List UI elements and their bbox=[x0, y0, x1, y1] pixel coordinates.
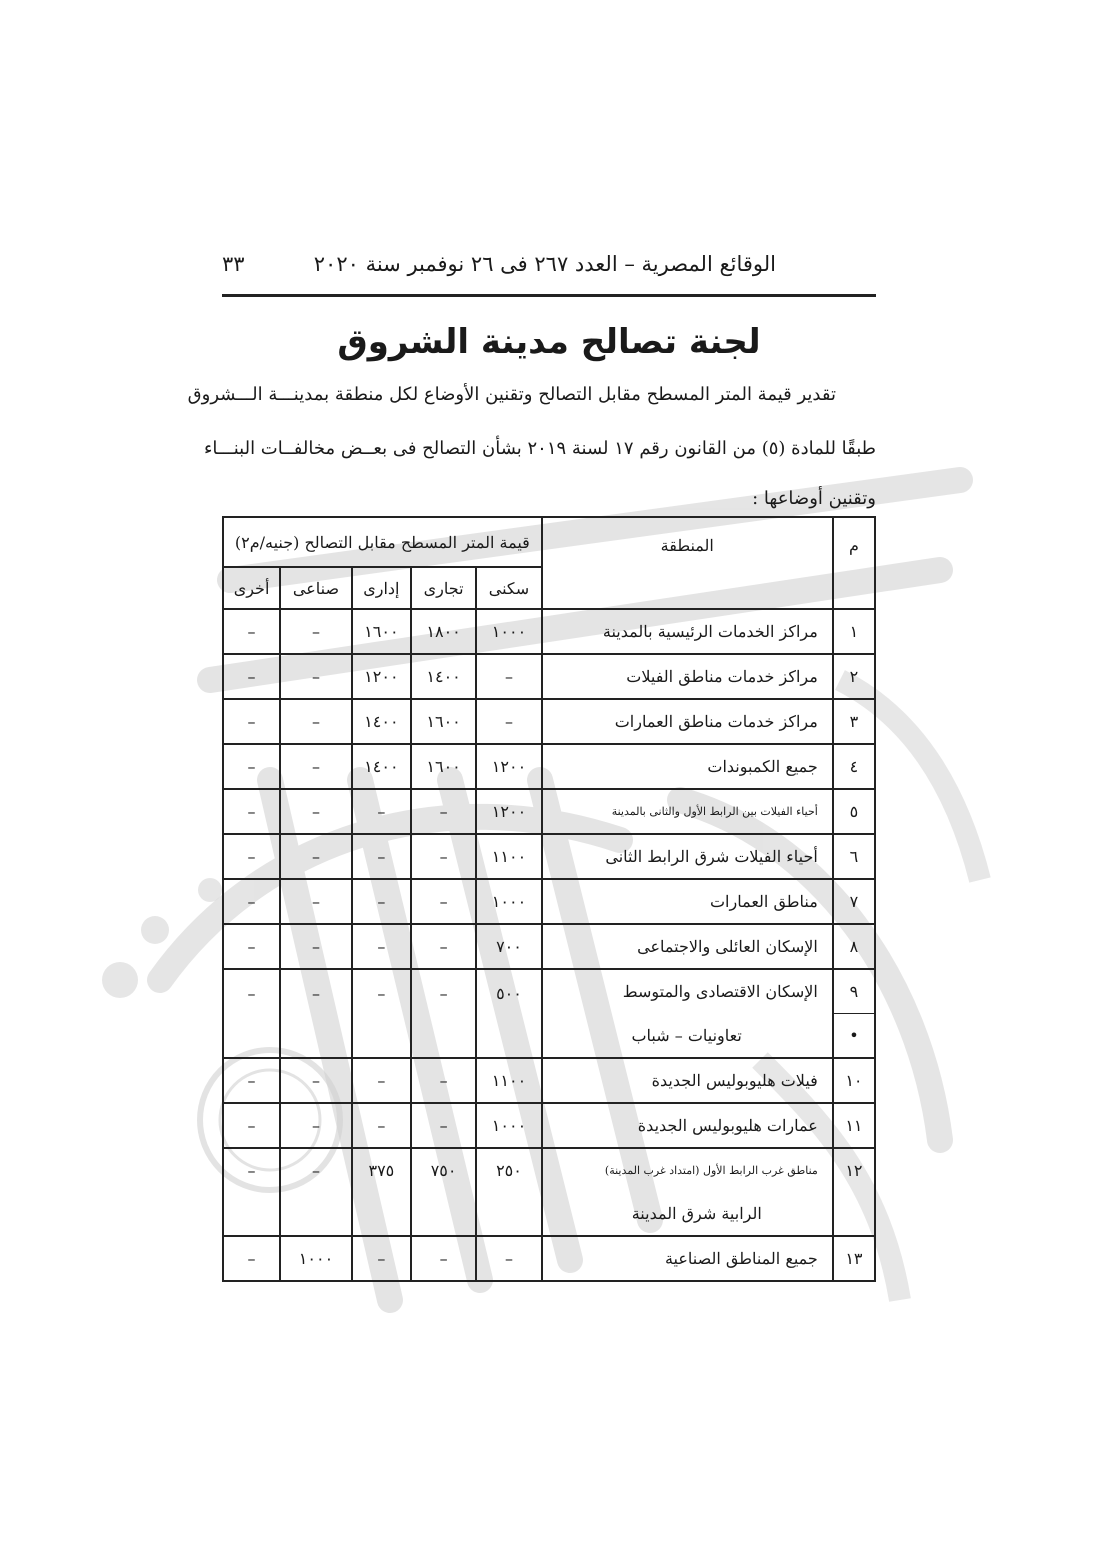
row-num: ٨ bbox=[833, 924, 875, 969]
row-industrial: – bbox=[280, 744, 352, 789]
row-num: ٢ bbox=[833, 654, 875, 699]
row-other: – bbox=[223, 834, 280, 879]
header-commercial: تجارى bbox=[411, 567, 476, 609]
page-header bbox=[222, 252, 876, 282]
table-row bbox=[223, 879, 875, 924]
header-industrial: صناعى bbox=[280, 567, 352, 609]
row-commercial: – bbox=[411, 834, 476, 879]
row-other: – bbox=[223, 609, 280, 654]
gazette-issue-line: الوقائع المصرية – العدد ٢٦٧ فى ٢٦ نوفمبر سنة ٢٠٢٠ bbox=[313, 252, 776, 276]
header-num: م bbox=[833, 517, 875, 609]
row-zone: مراكز خدمات مناطق العمارات bbox=[542, 699, 833, 744]
row-administrative: – bbox=[352, 924, 411, 969]
page-number: ٣٣ bbox=[222, 252, 245, 276]
row-industrial: – bbox=[280, 654, 352, 699]
row-num: ٤ bbox=[833, 744, 875, 789]
row-residential: ٢٥٠ bbox=[476, 1148, 541, 1236]
row-industrial: – bbox=[280, 834, 352, 879]
row-zone-continuation: الرابية شرق المدينة bbox=[542, 1192, 833, 1236]
row-num: ٥ bbox=[833, 789, 875, 834]
row-zone: مراكز الخدمات الرئيسية بالمدينة bbox=[542, 609, 833, 654]
row-other: – bbox=[223, 1148, 280, 1236]
table-row bbox=[223, 1236, 875, 1281]
row-zone: جميع الكمبوندات bbox=[542, 744, 833, 789]
row-zone: أحياء الفيلات شرق الرابط الثانى bbox=[542, 834, 833, 879]
row-zone: مناطق غرب الرابط الأول (امتداد غرب المدينة) bbox=[542, 1148, 833, 1192]
page-title: لجنة تصالح مدينة الشروق bbox=[337, 322, 761, 362]
row-other: – bbox=[223, 1236, 280, 1281]
row-administrative: – bbox=[352, 1058, 411, 1103]
table-row bbox=[223, 924, 875, 969]
header-divider bbox=[222, 294, 876, 297]
row-administrative: – bbox=[352, 879, 411, 924]
row-administrative: ٣٧٥ bbox=[352, 1148, 411, 1236]
row-other: – bbox=[223, 789, 280, 834]
table-row bbox=[223, 1103, 875, 1148]
row-other: – bbox=[223, 879, 280, 924]
row-zone-continuation: تعاونيات – شباب bbox=[542, 1014, 833, 1059]
row-residential: ١١٠٠ bbox=[476, 1058, 541, 1103]
row-commercial: ١٤٠٠ bbox=[411, 654, 476, 699]
row-commercial: – bbox=[411, 1236, 476, 1281]
row-num: ١٠ bbox=[833, 1058, 875, 1103]
row-administrative: ١٢٠٠ bbox=[352, 654, 411, 699]
row-administrative: – bbox=[352, 834, 411, 879]
row-bullet: • bbox=[833, 1014, 875, 1059]
row-industrial: ١٠٠٠ bbox=[280, 1236, 352, 1281]
table-row bbox=[223, 834, 875, 879]
row-zone: عمارات هليوبوليس الجديدة bbox=[542, 1103, 833, 1148]
row-residential: – bbox=[476, 1236, 541, 1281]
row-num: ١٢ bbox=[833, 1148, 875, 1236]
row-num: ١ bbox=[833, 609, 875, 654]
row-other: – bbox=[223, 924, 280, 969]
row-other: – bbox=[223, 654, 280, 699]
header-residential: سكنى bbox=[476, 567, 541, 609]
row-industrial: – bbox=[280, 1058, 352, 1103]
table-row bbox=[223, 969, 875, 1014]
row-industrial: – bbox=[280, 1148, 352, 1236]
row-num: ٦ bbox=[833, 834, 875, 879]
row-zone: جميع المناطق الصناعية bbox=[542, 1236, 833, 1281]
row-other: – bbox=[223, 969, 280, 1058]
table-row bbox=[223, 744, 875, 789]
intro-line-1: تقدير قيمة المتر المسطح مقابل التصالح وتقنين الأوضاع لكل منطقة بمدينـــة الـــشروق bbox=[187, 384, 836, 405]
row-residential: ١٠٠٠ bbox=[476, 879, 541, 924]
row-industrial: – bbox=[280, 699, 352, 744]
table-row bbox=[223, 1148, 875, 1192]
row-residential: ١٢٠٠ bbox=[476, 744, 541, 789]
row-industrial: – bbox=[280, 924, 352, 969]
row-residential: ١١٠٠ bbox=[476, 834, 541, 879]
row-num: ٣ bbox=[833, 699, 875, 744]
row-commercial: – bbox=[411, 924, 476, 969]
row-residential: – bbox=[476, 654, 541, 699]
table-row bbox=[223, 654, 875, 699]
row-other: – bbox=[223, 744, 280, 789]
row-residential: ١٢٠٠ bbox=[476, 789, 541, 834]
row-zone: الإسكان العائلى والاجتماعى bbox=[542, 924, 833, 969]
row-other: – bbox=[223, 699, 280, 744]
table-row bbox=[223, 1058, 875, 1103]
header-value-group: قيمة المتر المسطح مقابل التصالح (جنيه/م٢) bbox=[223, 517, 542, 567]
row-other: – bbox=[223, 1058, 280, 1103]
row-administrative: ١٤٠٠ bbox=[352, 699, 411, 744]
header-other: أخرى bbox=[223, 567, 280, 609]
row-commercial: – bbox=[411, 879, 476, 924]
header-zone: المنطقة bbox=[542, 517, 833, 609]
row-zone: مراكز خدمات مناطق الفيلات bbox=[542, 654, 833, 699]
row-other: – bbox=[223, 1103, 280, 1148]
row-commercial: – bbox=[411, 969, 476, 1058]
row-administrative: – bbox=[352, 789, 411, 834]
row-num: ١٣ bbox=[833, 1236, 875, 1281]
row-residential: ١٠٠٠ bbox=[476, 609, 541, 654]
table-row bbox=[223, 789, 875, 834]
row-commercial: ٧٥٠ bbox=[411, 1148, 476, 1236]
row-administrative: – bbox=[352, 1103, 411, 1148]
reconciliation-fees-table bbox=[222, 516, 876, 1282]
row-commercial: – bbox=[411, 1058, 476, 1103]
table-row bbox=[223, 609, 875, 654]
row-commercial: ١٦٠٠ bbox=[411, 744, 476, 789]
row-zone: أحياء الفيلات بين الرابط الأول والثانى بالمدينة bbox=[542, 789, 833, 834]
row-industrial: – bbox=[280, 789, 352, 834]
row-num: ٧ bbox=[833, 879, 875, 924]
row-industrial: – bbox=[280, 1103, 352, 1148]
row-industrial: – bbox=[280, 879, 352, 924]
intro-line-3: وتقنين أوضاعها : bbox=[752, 488, 876, 509]
row-zone: مناطق العمارات bbox=[542, 879, 833, 924]
row-zone: الإسكان الاقتصادى والمتوسط bbox=[542, 969, 833, 1014]
row-industrial: – bbox=[280, 609, 352, 654]
row-administrative: ١٦٠٠ bbox=[352, 609, 411, 654]
row-num: ٩ bbox=[833, 969, 875, 1014]
row-residential: ٥٠٠ bbox=[476, 969, 541, 1058]
row-residential: – bbox=[476, 699, 541, 744]
row-commercial: ١٦٠٠ bbox=[411, 699, 476, 744]
row-commercial: – bbox=[411, 1103, 476, 1148]
row-zone: فيلات هليوبوليس الجديدة bbox=[542, 1058, 833, 1103]
row-residential: ٧٠٠ bbox=[476, 924, 541, 969]
intro-line-2: طبقًا للمادة (٥) من القانون رقم ١٧ لسنة ٢٠١٩ بشأن التصالح فى بعــض مخالفــات البنـــاء bbox=[203, 438, 876, 459]
row-commercial: ١٨٠٠ bbox=[411, 609, 476, 654]
row-industrial: – bbox=[280, 969, 352, 1058]
table-row bbox=[223, 699, 875, 744]
row-residential: ١٠٠٠ bbox=[476, 1103, 541, 1148]
header-administrative: إدارى bbox=[352, 567, 411, 609]
row-administrative: ١٤٠٠ bbox=[352, 744, 411, 789]
row-administrative: – bbox=[352, 969, 411, 1058]
row-administrative: – bbox=[352, 1236, 411, 1281]
row-num: ١١ bbox=[833, 1103, 875, 1148]
row-commercial: – bbox=[411, 789, 476, 834]
